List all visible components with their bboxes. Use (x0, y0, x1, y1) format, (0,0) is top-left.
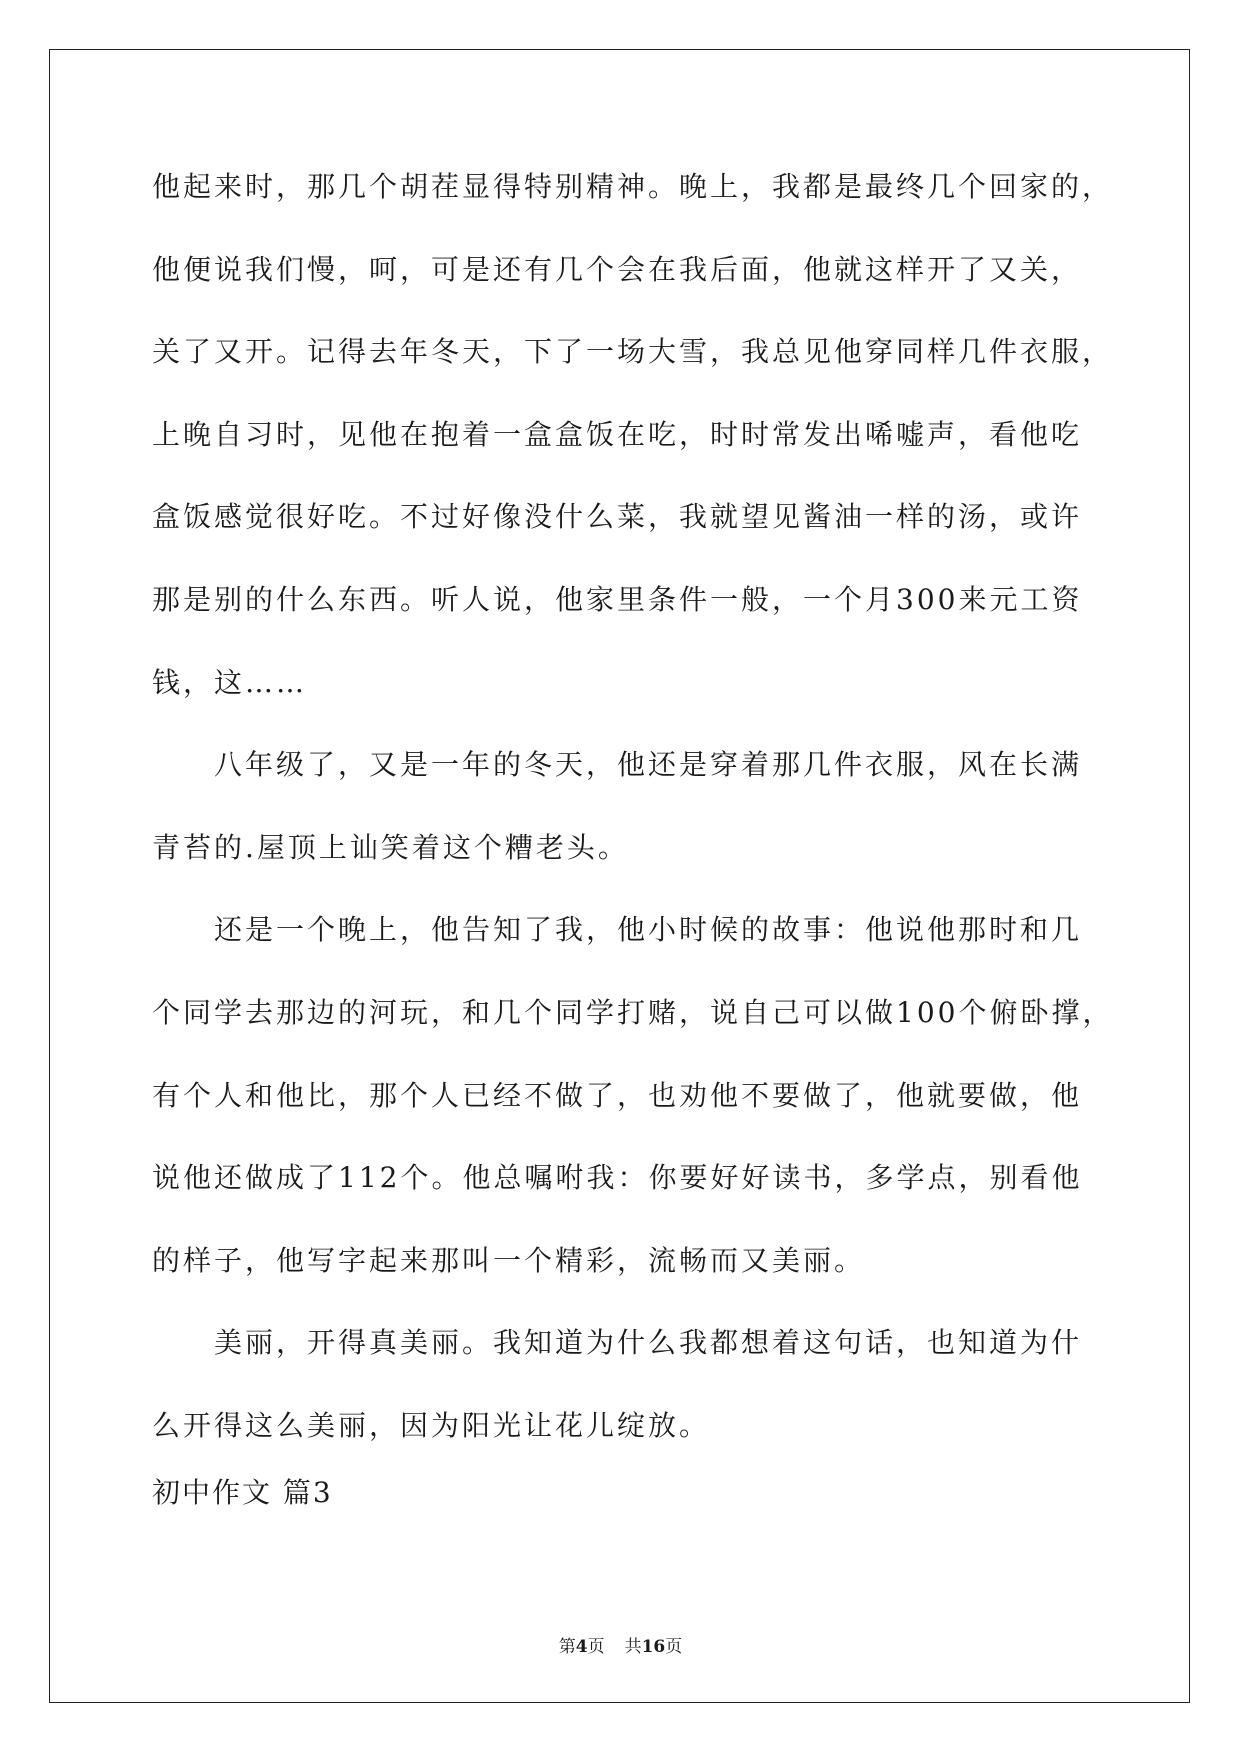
text-line: 青苔的.屋顶上讪笑着这个糟老头。 (152, 830, 629, 864)
text-line: 他起来时，那几个胡茬显得特别精神。晚上，我都是最终几个回家的， (152, 170, 1114, 203)
text-line: 关了又开。记得去年冬天，下了一场大雪，我总见他穿同样几件衣服， (152, 335, 1114, 369)
document-body (152, 168, 1114, 1490)
page-prefix: 第 (558, 1637, 576, 1657)
text-line: 钱，这…… (152, 665, 308, 699)
total-unit: 页 (665, 1637, 683, 1657)
page-footer (0, 1632, 1241, 1657)
text-line: 个同学去那边的河玩，和几个同学打赌，说自己可以做100个俯卧撑， (152, 995, 1114, 1029)
section-heading: 初中作文 篇3 (152, 1476, 333, 1509)
text-line: 他便说我们慢，呵，可是还有几个会在我后面，他就这样开了又关， (152, 252, 1083, 286)
text-line: 的样子，他写字起来那叫一个精彩，流畅而又美丽。 (152, 1243, 866, 1277)
paragraph-first-line: 八年级了，又是一年的冬天，他还是穿着那几件衣服，风在长满 (214, 748, 1083, 782)
text-line: 上晚自习时，见他在抱着一盒盒饭在吃，时时常发出唏嘘声，看他吃 (152, 417, 1083, 451)
text-line: 那是别的什么东西。听人说，他家里条件一般，一个月300来元工资 (152, 582, 1083, 616)
total-prefix: 共 (624, 1637, 642, 1657)
paragraph-first-line: 美丽，开得真美丽。我知道为什么我都想着这句话，也知道为什 (214, 1326, 1083, 1360)
paragraph-first-line: 还是一个晚上，他告知了我，他小时候的故事：他说他那时和几 (214, 913, 1083, 947)
page-unit: 页 (587, 1637, 605, 1657)
text-line: 有个人和他比，那个人已经不做了，也劝他不要做了，他就要做，他 (152, 1078, 1083, 1112)
text-line: 盒饭感觉很好吃。不过好像没什么菜，我就望见酱油一样的汤，或许 (152, 500, 1083, 534)
page-total: 16 (641, 1637, 666, 1657)
page-current: 4 (575, 1637, 588, 1657)
text-line: 说他还做成了112个。他总嘱咐我：你要好好读书，多学点，别看他 (152, 1161, 1083, 1195)
text-line: 么开得这么美丽，因为阳光让花儿绽放。 (152, 1408, 711, 1442)
